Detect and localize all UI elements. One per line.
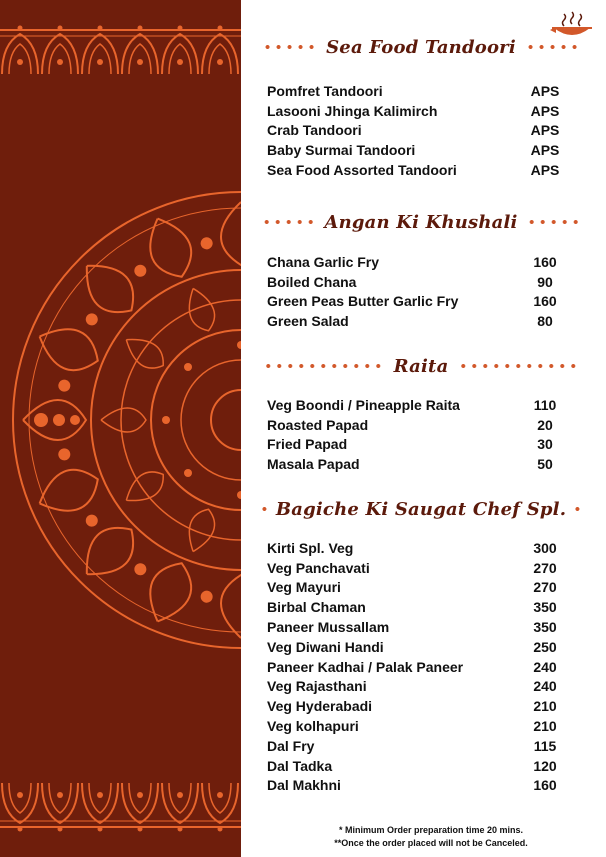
menu-item bbox=[267, 140, 565, 160]
section-title-text: Bagiche Ki Saugat Chef Spl. bbox=[275, 498, 567, 520]
item-price: 250 bbox=[533, 638, 557, 655]
menu-item bbox=[267, 415, 565, 435]
menu-item bbox=[267, 657, 565, 677]
item-price: 350 bbox=[533, 619, 557, 636]
menu-item bbox=[267, 252, 565, 272]
section-title-text: Raita bbox=[393, 355, 449, 377]
item-name: Green Peas Butter Garlic Fry bbox=[267, 293, 459, 310]
menu-item bbox=[267, 454, 565, 474]
menu-item bbox=[267, 716, 565, 736]
dotted-divider bbox=[261, 220, 316, 224]
item-name: Kirti Spl. Veg bbox=[267, 539, 354, 556]
dotted-divider bbox=[261, 364, 386, 368]
menu-item bbox=[267, 736, 565, 756]
item-price: 120 bbox=[533, 757, 557, 774]
item-name: Boiled Chana bbox=[267, 273, 357, 290]
menu-item bbox=[267, 776, 565, 796]
item-name: Birbal Chaman bbox=[267, 599, 366, 616]
section-items bbox=[267, 538, 565, 795]
item-name: Dal Fry bbox=[267, 737, 315, 754]
item-name: Lasooni Jhinga Kalimirch bbox=[267, 102, 438, 119]
item-price: 80 bbox=[537, 313, 553, 330]
section-title-bagiche-ki-saugat bbox=[261, 497, 581, 521]
item-price: 90 bbox=[537, 273, 553, 290]
item-name: Paneer Mussallam bbox=[267, 619, 390, 636]
dotted-divider bbox=[574, 507, 581, 511]
item-name: Dal Tadka bbox=[267, 757, 333, 774]
menu-item bbox=[267, 292, 565, 312]
item-name: Veg Diwani Handi bbox=[267, 638, 384, 655]
menu-item bbox=[267, 395, 565, 415]
item-price: 270 bbox=[533, 579, 557, 596]
item-price: 210 bbox=[533, 698, 557, 715]
item-price: 240 bbox=[533, 658, 557, 675]
item-price: 20 bbox=[537, 416, 553, 433]
item-name: Masala Papad bbox=[267, 456, 360, 473]
menu-item bbox=[267, 81, 565, 101]
section-items bbox=[267, 252, 565, 331]
item-price: APS bbox=[530, 162, 560, 179]
item-name: Dal Makhni bbox=[267, 777, 341, 794]
section-title-angan-ki-khushali bbox=[261, 210, 581, 234]
menu-item bbox=[267, 558, 565, 578]
item-price: 160 bbox=[533, 253, 557, 270]
item-name: Pomfret Tandoori bbox=[267, 82, 383, 99]
item-name: Veg Boondi / Pineapple Raita bbox=[267, 396, 460, 413]
menu-item bbox=[267, 538, 565, 558]
item-price: APS bbox=[530, 122, 560, 139]
dotted-divider bbox=[524, 45, 581, 49]
menu-item bbox=[267, 756, 565, 776]
item-price: APS bbox=[530, 82, 560, 99]
footnote-min-order: * Minimum Order preparation time 20 mins. bbox=[338, 825, 524, 835]
item-price: 350 bbox=[533, 599, 557, 616]
item-name: Veg Panchavati bbox=[267, 559, 370, 576]
item-price: APS bbox=[530, 102, 560, 119]
item-price: 210 bbox=[533, 718, 557, 735]
item-price: 160 bbox=[533, 293, 557, 310]
section-items bbox=[267, 395, 565, 474]
menu-item bbox=[267, 101, 565, 121]
section-title-text: Angan Ki Khushali bbox=[324, 211, 518, 233]
section-items bbox=[267, 81, 565, 180]
item-name: Fried Papad bbox=[267, 436, 348, 453]
item-name: Veg Mayuri bbox=[267, 579, 341, 596]
footnotes bbox=[281, 824, 581, 850]
item-price: 300 bbox=[533, 539, 557, 556]
item-price: 240 bbox=[533, 678, 557, 695]
menu-content bbox=[241, 0, 606, 857]
section-title-raita bbox=[261, 354, 581, 378]
item-name: Veg Rajasthani bbox=[267, 678, 367, 695]
item-price: 50 bbox=[537, 456, 553, 473]
item-price: APS bbox=[530, 142, 560, 159]
menu-item bbox=[267, 696, 565, 716]
item-name: Crab Tandoori bbox=[267, 122, 362, 139]
mandala-icon bbox=[0, 0, 241, 857]
item-name: Baby Surmai Tandoori bbox=[267, 142, 416, 159]
item-price: 30 bbox=[537, 436, 553, 453]
dotted-divider bbox=[261, 507, 268, 511]
menu-item bbox=[267, 121, 565, 141]
footnote-no-cancel: **Once the order placed will not be Canceled. bbox=[334, 838, 528, 848]
dotted-divider bbox=[526, 220, 581, 224]
decorative-side-panel bbox=[0, 0, 241, 857]
menu-item bbox=[267, 160, 565, 180]
menu-item bbox=[267, 435, 565, 455]
item-name: Sea Food Assorted Tandoori bbox=[267, 162, 457, 179]
section-title-sea-food-tandoori bbox=[261, 35, 581, 59]
menu-item bbox=[267, 637, 565, 657]
item-price: 270 bbox=[533, 559, 557, 576]
menu-item bbox=[267, 272, 565, 292]
item-price: 115 bbox=[533, 737, 557, 754]
item-name: Roasted Papad bbox=[267, 416, 369, 433]
item-name: Chana Garlic Fry bbox=[267, 253, 380, 270]
dotted-divider bbox=[261, 45, 318, 49]
item-price: 160 bbox=[533, 777, 557, 794]
menu-item bbox=[267, 311, 565, 331]
item-name: Paneer Kadhai / Palak Paneer bbox=[267, 658, 464, 675]
dotted-divider bbox=[456, 364, 581, 368]
menu-item bbox=[267, 677, 565, 697]
item-name: Green Salad bbox=[267, 313, 349, 330]
item-price: 110 bbox=[533, 396, 557, 413]
item-name: Veg kolhapuri bbox=[267, 718, 359, 735]
section-title-text: Sea Food Tandoori bbox=[326, 36, 516, 58]
menu-item bbox=[267, 578, 565, 598]
menu-item bbox=[267, 617, 565, 637]
menu-item bbox=[267, 597, 565, 617]
item-name: Veg Hyderabadi bbox=[267, 698, 373, 715]
